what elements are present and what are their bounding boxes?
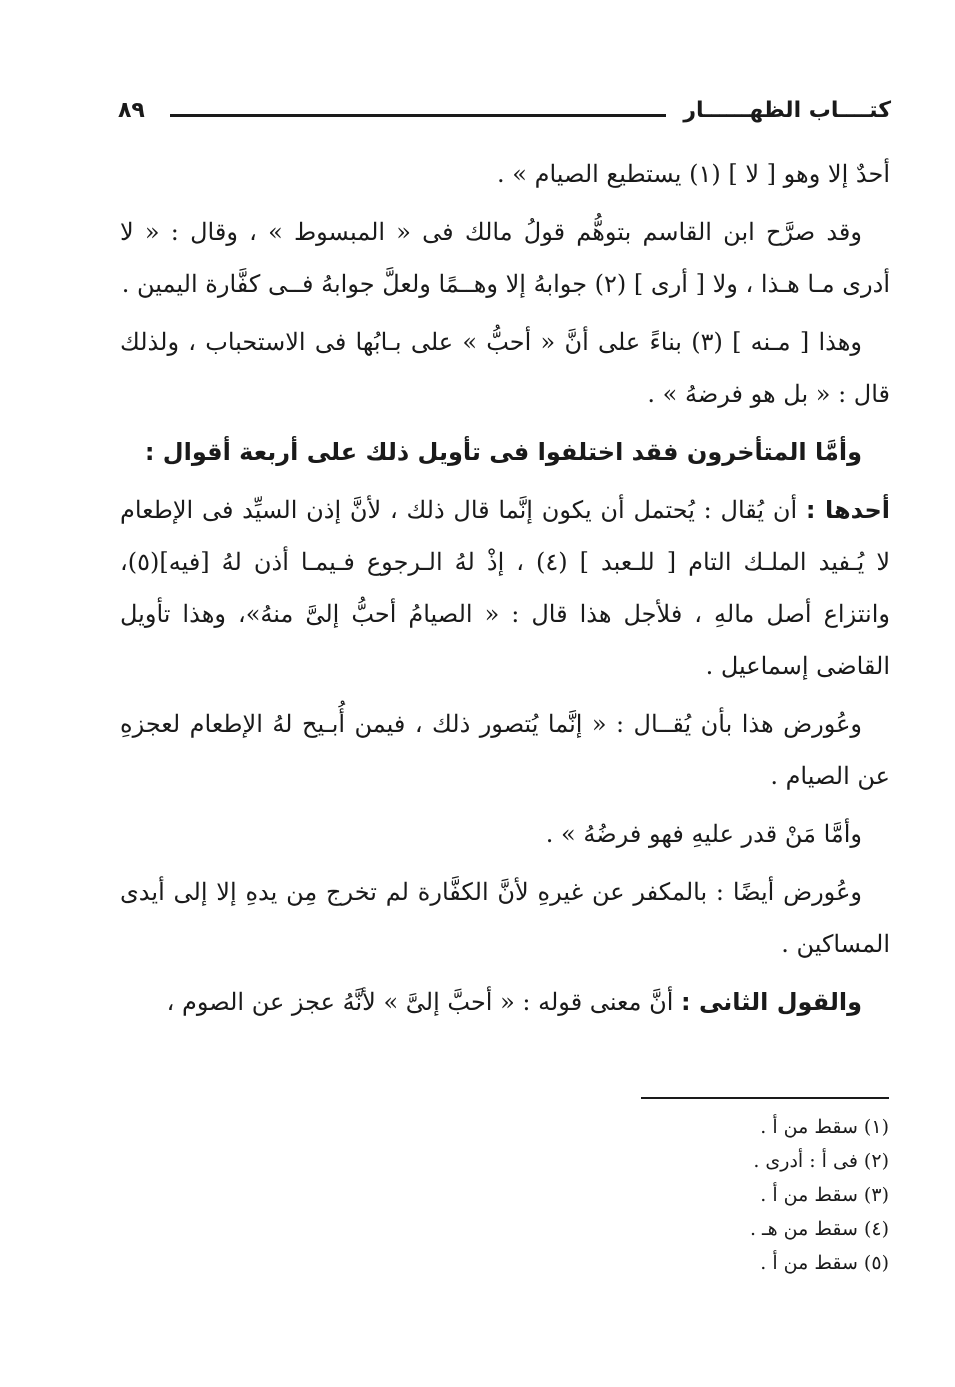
- paragraph: [120, 976, 890, 1028]
- footnote: (٥) سقط من أ .: [760, 1252, 889, 1274]
- paragraph-text: أنَّ معنى قوله : « أحبَّ إلىَّ » لأنَّهُ عجز عن الصوم ،: [166, 988, 682, 1016]
- header-rule: [170, 114, 666, 117]
- paragraph-text: وعُورض هذا بأن يُقــال : « إنَّما يُتصور ذلك ، فيمن أُبـيح لهُ الإطعام لعجزهِ عن الصيام .: [120, 710, 890, 790]
- paragraph-text: أحدٌ إلا وهو [ لا ] (١) يستطيع الصيام » .: [497, 160, 890, 188]
- paragraph-lead: أحدها :: [805, 496, 890, 524]
- paragraph-text: وأمَّا المتأخرون فقد اختلفوا فى تأويل ذلك على أربعة أقوال :: [144, 438, 862, 466]
- paragraph-text: وقد صرَّح ابن القاسم بتوهُّم قولُ مالك فى « المبسوط » ، وقال : « لا أدرى مـا هـذا ، ولا [ أرى ] (٢) جوابهُ إلا وهــمًا ولعلَّ جوابهُ فــى كفَّارة اليمين .: [120, 218, 890, 298]
- paragraph: [120, 698, 890, 802]
- paragraph: [120, 206, 890, 310]
- footnote: (٤) سقط من هـ .: [749, 1218, 889, 1240]
- footnotes: [569, 1110, 889, 1280]
- paragraph-lead: والقول الثانى :: [681, 988, 862, 1016]
- body-text: [120, 148, 890, 1034]
- paragraph: [120, 484, 890, 692]
- section-heading: [120, 426, 890, 478]
- header-title: كتــــاب الظهــــــار: [683, 98, 891, 123]
- footnote: (٣) سقط من أ .: [760, 1184, 889, 1206]
- paragraph: [120, 866, 890, 970]
- paragraph-text: وأمَّا مَنْ قدر عليهِ فهو فرضُهُ » .: [545, 820, 862, 848]
- page-number: ٨٩: [118, 98, 145, 123]
- paragraph: [120, 808, 890, 860]
- paragraph-text: أن يُقال : يُحتمل أن يكون إنَّما قال ذلك ، لأنَّ إذن السيِّد فى الإطعام لا يُـفيد الملـك التام [ للـعبد ] (٤) ، إذْ لهُ الـرجوع فـيمـا أذن لهُ [فيه](٥)، وانتزاع أصل مالهِ ، فلأجل هذا قال : « الصيامُ أحبُّ إلىَّ منهُ»، وهذا تأويل القاضى إسماعيل .: [120, 496, 891, 680]
- footnote: (٢) فى أ : أدرى .: [753, 1150, 889, 1172]
- footnote-rule: [641, 1097, 889, 1099]
- paragraph: [120, 148, 890, 200]
- running-header: [118, 96, 891, 130]
- paragraph-text: وهذا [ مـنه ] (٣) بناءً على أنَّ « أحبُّ » على بـابُها فى الاستحباب ، ولذلك قال : « بل هو فرضهُ » .: [120, 328, 890, 408]
- paragraph-text: وعُورض أيضًا : بالمكفر عن غيرهِ لأنَّ الكفَّارة لم تخرج مِن يدهِ إلا إلى أيدى المساكين .: [120, 878, 890, 958]
- paragraph: [120, 316, 890, 420]
- footnote: (١) سقط من أ .: [760, 1116, 889, 1138]
